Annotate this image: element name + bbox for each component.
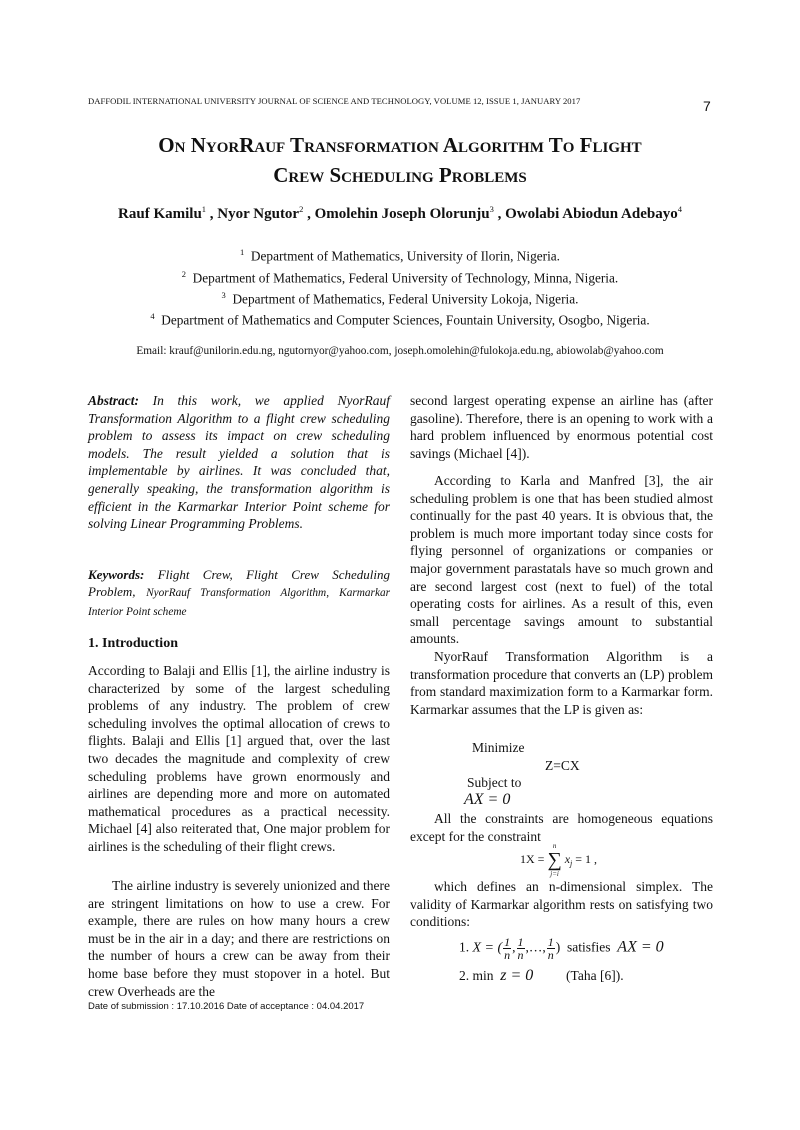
condition-min: 2. min — [459, 968, 494, 983]
keywords-label: Keywords: — [88, 567, 145, 582]
right-paragraph-5 — [410, 878, 713, 931]
right-paragraph-1 — [410, 392, 713, 462]
right-paragraph-3 — [410, 648, 713, 718]
author-sup: 2 — [299, 204, 304, 214]
fraction-numerator: 1 — [504, 935, 511, 949]
intro-paragraph-2 — [88, 877, 390, 1000]
condition-reference: (Taha [6]). — [566, 968, 624, 983]
paragraph-text: which defines an n-dimensional simplex. The validity of Karmarkar algorithm rests on satisfying two conditions: — [410, 879, 713, 930]
section-heading: 1. Introduction — [88, 636, 178, 651]
author-list: Rauf Kamilu$^1$ , Nyor Ngutor$^2$ , Omolehin Joseph Olorunju$^3$ , Owolabi Abiodun Adebayo$^4$ — [118, 204, 682, 222]
sigma-icon: ∑ — [547, 849, 562, 871]
author-name: Omolehin Joseph Olorunju — [314, 206, 490, 222]
affiliation-sup: 1 — [240, 247, 245, 257]
abstract-label: Abstract: — [88, 393, 140, 408]
journal-header: DAFFODIL INTERNATIONAL UNIVERSITY JOURNAL OF SCIENCE AND TECHNOLOGY, VOLUME 12, ISSUE 1, JANUARY 2017 — [88, 96, 581, 106]
condition-2 — [459, 967, 624, 985]
simplex-variable: x — [564, 851, 571, 866]
condition-z: z = 0 — [500, 967, 534, 984]
author-name: Nyor Ngutor — [217, 206, 300, 222]
paragraph-text: second largest operating expense an airline has (after gasoline). Therefore, there is an opening to work with a hard problem influenced by enormous potential cost savings (Michael [4]). — [410, 393, 713, 461]
author-name: Owolabi Abiodun Adebayo — [505, 206, 678, 222]
condition-x: X = ( — [472, 940, 503, 956]
abstract-text: In this work, we applied NyorRauf Transformation Algorithm to a flight crew scheduling problem to assess its impact on crew scheduling models. The result yielded a solution that is implementable by airlines. It was concluded that, generally speaking, the transformation algorithm is efficient in the Karmarkar Interior Point scheme for solving Linear Programming Problems. — [88, 393, 391, 532]
condition-1: 1. X = ( $\frac{1}{n}$ , $\frac{1}{n}$ ,…, $\frac{1}{n}$ ) satisfies AX = 0 — [459, 935, 664, 962]
simplex-rhs: = 1 , — [575, 851, 598, 866]
affiliation-sup: 3 — [221, 290, 226, 300]
affiliation-text: Department of Mathematics, Federal University of Technology, Minna, Nigeria. — [192, 270, 619, 286]
affiliation — [40, 290, 760, 307]
author-sup: 1 — [201, 204, 207, 214]
fraction — [517, 936, 525, 961]
fraction-denominator: n — [547, 948, 554, 962]
affiliation — [40, 311, 760, 328]
abstract — [88, 392, 390, 533]
fraction-numerator: 1 — [547, 935, 554, 949]
author-emails: Email: krauf@unilorin.edu.ng, ngutornyor@yahoo.com, joseph.omolehin@fulokoja.edu.ng, abiowolab@yahoo.com — [136, 345, 664, 357]
paragraph-text: According to Balaji and Ellis [1], the airline industry is characterized by some of the largest scheduling problems of any industry. The problem of crew scheduling involves the optimal allocation of crews to flights. Balaji and Ellis [1] argued that, over the last two decades the magnitude and complexity of crew scheduling problems have grown enormously and airlines are depending more and more on automated mathematical procedures as a practical necessity. Michael [4] also reiterated that, One major problem for airlines is the scheduling of their flight crews. — [88, 663, 390, 854]
keywords-text: Flight Crew, Flight Crew Scheduling Problem, — [88, 567, 391, 599]
author-sup: 3 — [489, 204, 494, 214]
fraction-numerator: 1 — [517, 935, 524, 949]
paper-title-line-1: On NyorRauf Transformation Algorithm To Flight — [158, 133, 642, 157]
affiliation-sup: 2 — [181, 269, 187, 279]
affiliation-text: Department of Mathematics, University of Ilorin, Nigeria. — [250, 248, 560, 264]
affiliation — [40, 247, 760, 264]
author-name: Rauf Kamilu — [118, 206, 202, 222]
keywords — [88, 566, 390, 621]
paragraph-text: According to Karla and Manfred [3], the air scheduling problem is one that has been studied almost continually for the past 40 years. It is obvious that, the problem is much more important today since costs for flying personnel of organizations or companies or major government parastatals have so much grown and are second largest cost (next to fuel) of the total operating costs for airlines. As a result of this, even small percentage savings amount to substantial amounts. — [410, 473, 713, 647]
lp-minimize-label: Minimize — [472, 740, 525, 755]
sum-lower: j=i — [550, 870, 559, 878]
submission-dates: Date of submission : 17.10.2016 Date of acceptance : 04.04.2017 — [88, 1001, 365, 1012]
fraction — [503, 936, 511, 961]
simplex-subscript: j — [570, 859, 573, 869]
close-paren: ) — [555, 939, 561, 955]
fraction — [547, 936, 555, 961]
paragraph-text: All the constraints are homogeneous equations except for the constraint — [410, 811, 713, 844]
condition-number: 1. — [459, 939, 470, 955]
right-paragraph-2 — [410, 472, 713, 648]
summation — [547, 842, 561, 878]
lp-constraint: AX = 0 — [464, 791, 511, 808]
lp-objective: Z=CX — [545, 758, 580, 773]
affiliation-text: Department of Mathematics and Computer Sciences, Fountain University, Osogbo, Nigeria. — [161, 312, 650, 328]
page-number: 7 — [703, 98, 711, 114]
paragraph-text: The airline industry is severely unionized and there are stringent limitations on how to use a crew. For example, there are rules on how many hours a crew must be in the air in a day; and there are restrictions on the number of hours a crew can be away from their home base before they must stopover in a hotel. But crew Overheads are the — [88, 878, 390, 999]
author-sup: 4 — [677, 204, 682, 214]
simplex-lhs: 1X = — [520, 851, 545, 866]
fraction-denominator: n — [517, 948, 524, 962]
fraction-denominator: n — [504, 948, 511, 962]
simplex-equation — [520, 842, 597, 878]
satisfies-text: satisfies — [567, 939, 611, 955]
affiliation — [40, 269, 760, 286]
intro-paragraph-1 — [88, 662, 390, 856]
condition-ax: AX = 0 — [617, 938, 664, 956]
lp-subject-to-label: Subject to — [467, 775, 522, 790]
keywords-text-small: NyorRauf Transformation Algorithm, Karmarkar Interior Point scheme — [88, 587, 391, 618]
ellipsis: ,…, — [525, 939, 546, 955]
paper-title-line-2: Crew Scheduling Problems — [273, 163, 527, 187]
sum-upper: n — [552, 842, 557, 850]
paragraph-text: NyorRauf Transformation Algorithm is a transformation procedure that converts an (LP) problem from standard maximization form to a Karmarkar form. Karmarkar assumes that the LP is given as: — [410, 649, 713, 717]
abstract-paragraph — [88, 392, 390, 533]
affiliation-text: Department of Mathematics, Federal University Lokoja, Nigeria. — [232, 291, 579, 307]
right-paragraph-4 — [410, 810, 713, 845]
affiliation-sup: 4 — [150, 311, 155, 321]
